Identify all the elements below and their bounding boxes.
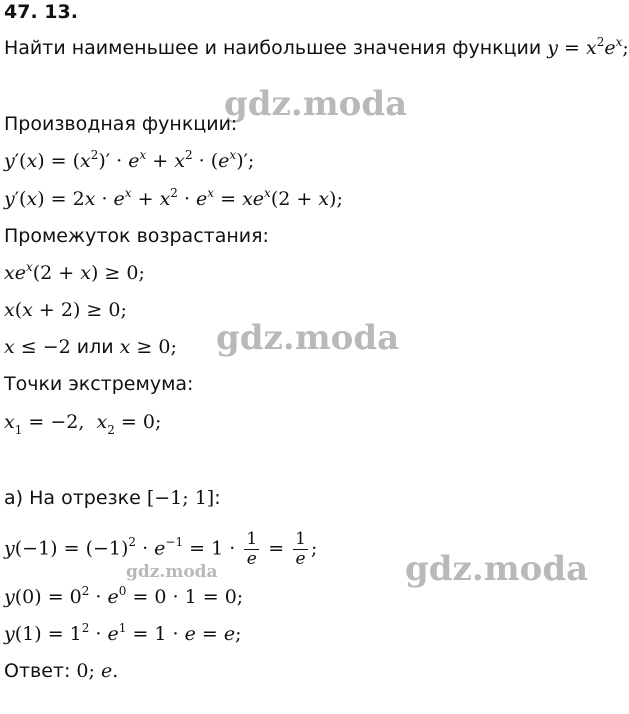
problem-number: 47. 13. xyxy=(4,1,78,23)
part-a-heading: а) На отрезке [−1; 1]: xyxy=(4,487,221,509)
extremum-heading: Точки экстремума: xyxy=(4,373,194,395)
part-a-line-1: $y(-1) = (-1)^2 \cdot e^{-1} = 1$ · $\frac{1}{e}$ = $\frac{1}{e}$ ; xyxy=(4,529,318,569)
derivative-heading: Производная функции: xyxy=(4,113,238,135)
problem-statement xyxy=(4,36,629,60)
derivative-line-1: $y'(x) = (x^2)' \cdot e^x + x^2 \cdot (e^x)'$; xyxy=(4,147,255,172)
part-a-line-2: $y(0) = 0^2 \cdot e^0 = 0 \cdot 1 = 0$; xyxy=(4,583,244,608)
watermark: gdz.moda xyxy=(216,318,400,358)
derivative-line-2: $y'(x) = 2x \cdot e^x + x^2 \cdot e^x = xe^x(2 + x)$; xyxy=(4,185,343,210)
increase-heading: Промежуток возрастания: xyxy=(4,225,269,247)
increase-line-1: $xe^x(2 + x) \ge 0$; xyxy=(4,259,145,284)
extremum-line-1: $x_1 = -2$, $x_2 = 0$; xyxy=(4,411,162,437)
watermark: gdz.moda xyxy=(224,84,408,124)
part-a-line-3: $y(1) = 1^2 \cdot e^1 = 1 \cdot e = e$; xyxy=(4,620,242,645)
function-formula: $y = x^2e^x$; xyxy=(547,34,629,59)
increase-line-2: x(x + 2) ≥ 0; xyxy=(4,299,127,321)
watermark: gdz.moda xyxy=(126,562,218,582)
increase-line-3: x ≤ −2 или x ≥ 0; xyxy=(4,336,177,358)
statement-text: Найти наименьшее и наибольшее значения функции xyxy=(4,37,542,59)
answer: Ответ: 0; e. xyxy=(4,660,119,682)
watermark: gdz.moda xyxy=(405,549,589,589)
